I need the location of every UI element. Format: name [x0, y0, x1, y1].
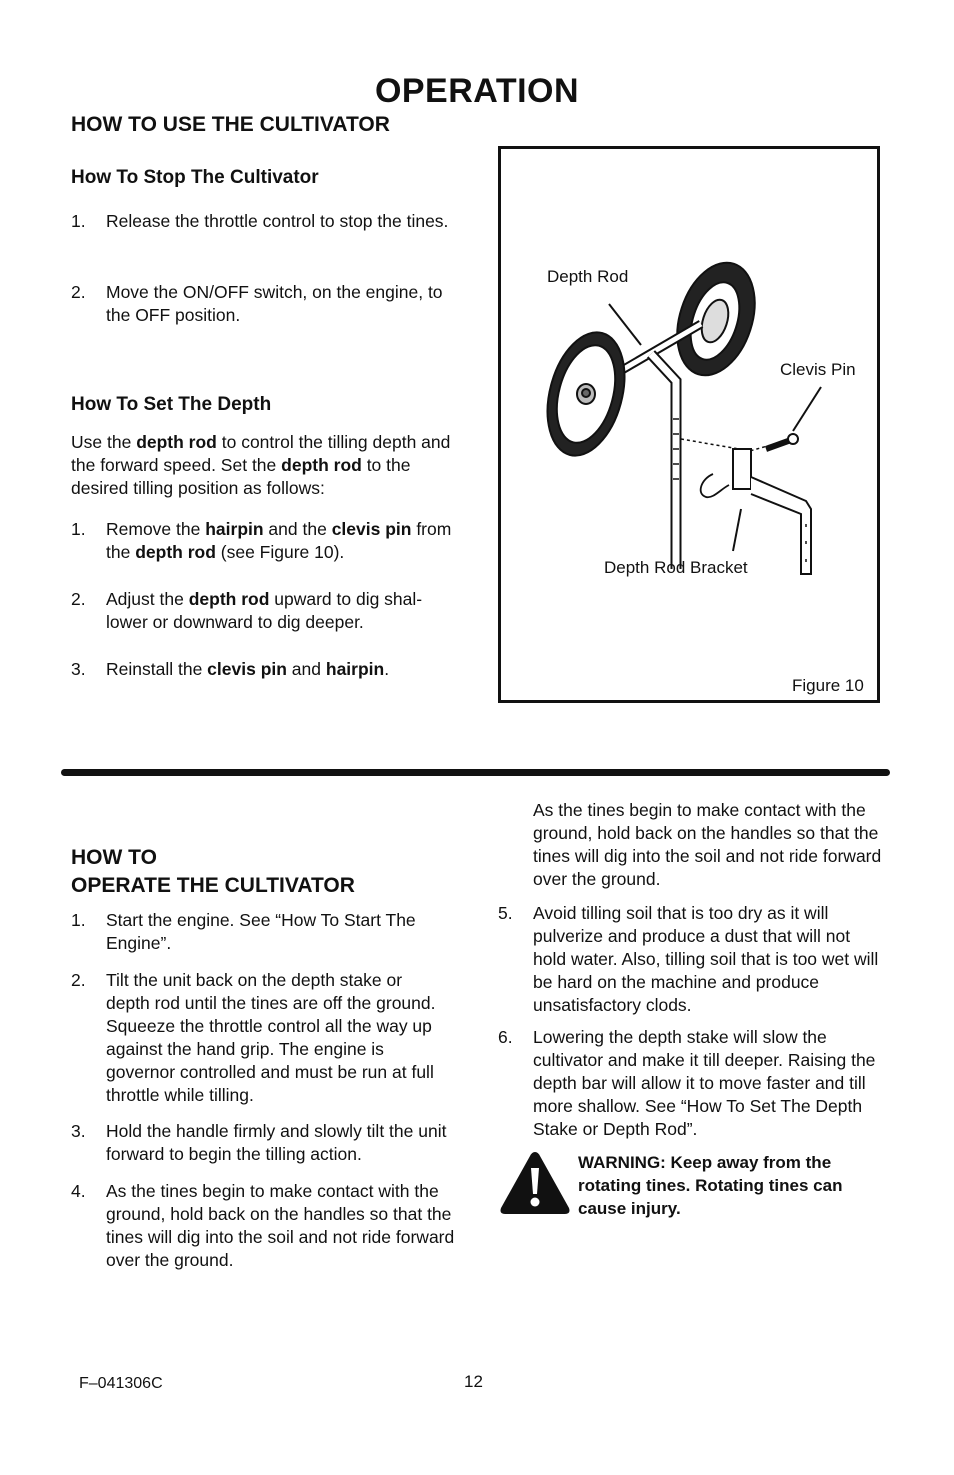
list-item-number: 3.	[71, 659, 86, 679]
section-divider	[61, 769, 890, 776]
depth-intro-paragraph: Use the depth rod to control the tilling depth and the forward speed. Set the depth rod to the desired tilling position as follows:	[71, 432, 451, 498]
list-item	[71, 969, 466, 1107]
list-item-number: 2.	[71, 282, 86, 302]
list-item-number: 1.	[71, 211, 86, 231]
list-item	[71, 1120, 466, 1166]
list-item-number: 3.	[71, 1121, 86, 1141]
list-item-text: Lowering the depth stake will slow the cultivator and make it till deeper. Raising the depth bar will allow it to move faster and till more shallow. See “How To Set The Depth Stake or Depth Rod”.	[533, 1027, 876, 1139]
list-item	[71, 281, 466, 327]
subheading-stop-cultivator: How To Stop The Cultivator	[71, 167, 319, 188]
list-item-number: 2.	[71, 970, 86, 990]
list-item-number: 4.	[71, 1181, 86, 1201]
section-heading-operate-line2: OPERATE THE CULTIVATOR	[71, 874, 355, 897]
list-item	[71, 518, 466, 564]
label-clevis-pin: Clevis Pin	[780, 360, 856, 379]
list-item-number: 6.	[498, 1027, 513, 1047]
page-title: OPERATION	[374, 72, 580, 110]
list-item-text: Move the ON/OFF switch, on the engine, to the OFF position.	[106, 282, 443, 325]
subheading-set-depth: How To Set The Depth	[71, 394, 272, 415]
list-item	[498, 902, 890, 1017]
list-item-text-continued: As the tines begin to make contact with the ground, hold back on the handles so that the tines will dig into the soil and not ride forward over the ground.	[533, 800, 882, 889]
list-item-number: 1.	[71, 519, 86, 539]
figure-caption: Figure 10	[792, 676, 864, 695]
list-item-text: Adjust the depth rod upward to dig shal-lower or downward to dig deeper.	[106, 589, 423, 632]
list-item-text: As the tines begin to make contact with the ground, hold back on the handles so that the tines will dig into the soil and not ride forward over the ground.	[106, 1181, 455, 1270]
section-heading-operate-line1: HOW TO	[71, 846, 157, 869]
warning-icon	[498, 1148, 572, 1218]
list-item-text: Tilt the unit back on the depth stake or depth rod until the tines are off the ground. Squeeze the throttle control all the way up against the hand grip. The engine is governor controlled and must be run at full throttle while tilling.	[106, 970, 436, 1105]
list-item-number: 5.	[498, 903, 513, 923]
list-item	[71, 210, 466, 256]
list-item-text: Release the throttle control to stop the tines.	[106, 211, 449, 231]
list-item-number: 1.	[71, 910, 86, 930]
list-item-text: Remove the hairpin and the clevis pin from the depth rod (see Figure 10).	[106, 519, 452, 562]
list-item	[71, 588, 466, 634]
list-item-text: Hold the handle firmly and slowly tilt the unit forward to begin the tilling action.	[106, 1121, 447, 1164]
label-depth-rod: Depth Rod	[547, 267, 629, 286]
list-item-continued	[498, 800, 890, 891]
label-depth-rod-bracket: Depth Rod Bracket	[604, 558, 748, 577]
list-item	[71, 658, 466, 682]
list-item	[71, 909, 466, 955]
list-item	[71, 1180, 466, 1270]
list-item-text: Reinstall the clevis pin and hairpin.	[106, 659, 390, 679]
figure-10	[498, 146, 880, 703]
list-item-text: Avoid tilling soil that is too dry as it will pulverize and produce a dust that will not hold water. Also, tilling soil that is too wet will be hard on the machine and produce unsatisfactory clods.	[533, 903, 879, 1015]
document-code: F–041306C	[79, 1375, 163, 1392]
page-number: 12	[464, 1372, 483, 1391]
list-item-number: 2.	[71, 589, 86, 609]
depth-rod-illustration	[501, 149, 877, 700]
list-item	[498, 1026, 890, 1141]
warning-text: WARNING: Keep away from the rotating tines. Rotating tines can cause injury.	[578, 1153, 843, 1218]
list-item-text: Start the engine. See “How To Start The Engine”.	[106, 910, 416, 953]
section-heading-use-cultivator: HOW TO USE THE CULTIVATOR	[71, 113, 390, 136]
